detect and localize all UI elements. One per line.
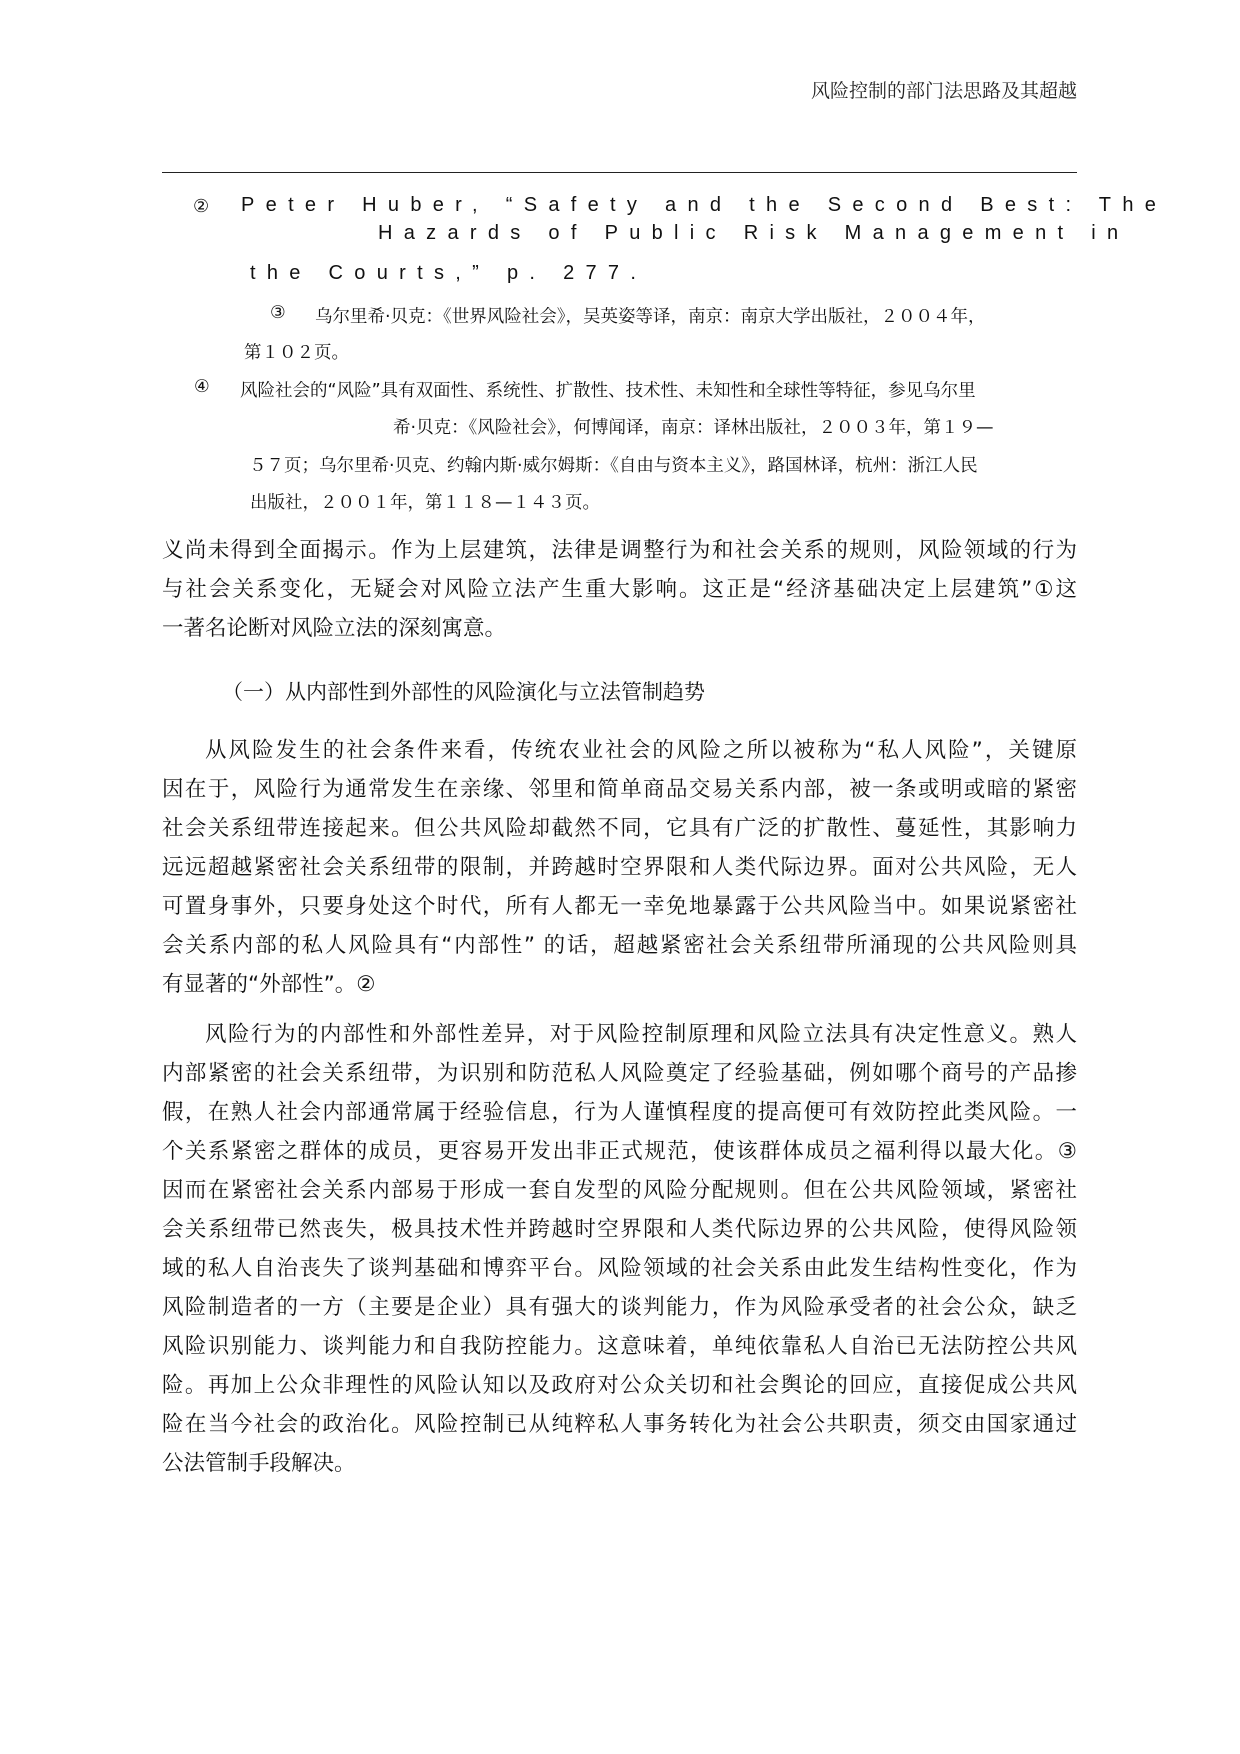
body-line: 与社会关系变化，无疑会对风险立法产生重大影响。这正是“经济基础决定上层建筑”①这 xyxy=(162,577,1077,602)
body-line: 险。再加上公众非理性的风险认知以及政府对公众关切和社会舆论的回应，直接促成公共风 xyxy=(162,1373,1077,1398)
body-line: 会关系纽带已然丧失，极具技术性并跨越时空界限和人类代际边界的公共风险，使得风险领 xyxy=(162,1217,1077,1242)
body-line: 因在于，风险行为通常发生在亲缘、邻里和简单商品交易关系内部，被一条或明或暗的紧密 xyxy=(162,777,1077,802)
body-line: 个关系紧密之群体的成员，更容易开发出非正式规范，使该群体成员之福利得以最大化。③ xyxy=(162,1139,1077,1164)
footnote-marker: ④ xyxy=(194,377,210,397)
body-line: 域的私人自治丧失了谈判基础和博弈平台。风险领域的社会关系由此发生结构性变化，作为 xyxy=(162,1256,1077,1281)
header-rule xyxy=(162,172,1077,173)
body-line: 内部紧密的社会关系纽带，为识别和防范私人风险奠定了经验基础，例如哪个商号的产品掺 xyxy=(162,1061,1077,1086)
footnote-line: the Courts,” p. 277. xyxy=(250,262,648,284)
footnote-line: 乌尔里希·贝克：《世界风险社会》，吴英姿等译，南京：南京大学出版社，２００４年， xyxy=(315,307,986,327)
footnote-line: 第１０２页。 xyxy=(244,343,349,363)
body-line: 有显著的“外部性”。② xyxy=(162,972,376,997)
running-header-title: 风险控制的部门法思路及其超越 xyxy=(810,80,1077,102)
footnote-marker: ③ xyxy=(270,303,286,323)
footnote-line: 希·贝克：《风险社会》，何博闻译，南京：译林出版社，２００３年，第１９— xyxy=(393,418,994,438)
body-line: 公法管制手段解决。 xyxy=(162,1451,356,1476)
body-line: 险在当今社会的政治化。风险控制已从纯粹私人事务转化为社会公共职责，须交由国家通过 xyxy=(162,1412,1077,1437)
body-line: 假，在熟人社会内部通常属于经验信息，行为人谨慎程度的提高便可有效防控此类风险。一 xyxy=(162,1100,1077,1125)
body-line: 因而在紧密社会关系内部易于形成一套自发型的风险分配规则。但在公共风险领域，紧密社 xyxy=(162,1178,1077,1203)
body-line: 社会关系纽带连接起来。但公共风险却截然不同，它具有广泛的扩散性、蔓延性，其影响力 xyxy=(162,816,1077,841)
body-line: 风险识别能力、谈判能力和自我防控能力。这意味着，单纯依靠私人自治已无法防控公共风 xyxy=(162,1334,1077,1359)
body-line: 从风险发生的社会条件来看，传统农业社会的风险之所以被称为“私人风险”，关键原 xyxy=(205,738,1077,763)
footnote-line: 出版社，２００１年，第１１８—１４３页。 xyxy=(250,493,600,513)
body-line: 风险行为的内部性和外部性差异，对于风险控制原理和风险立法具有决定性意义。熟人 xyxy=(205,1022,1077,1047)
body-line: 风险制造者的一方（主要是企业）具有强大的谈判能力，作为风险承受者的社会公众，缺乏 xyxy=(162,1295,1077,1320)
body-line: 一著名论断对风险立法的深刻寓意。 xyxy=(162,616,507,641)
footnote-marker: ② xyxy=(193,196,210,217)
footnote-line: Peter Huber, “Safety and the Second Best: The xyxy=(241,194,1168,216)
footnote-line: ５７页；乌尔里希·贝克、约翰内斯·威尔姆斯：《自由与资本主义》，路国林译，杭州：浙江人民 xyxy=(249,456,978,476)
body-line: 可置身事外，只要身处这个时代，所有人都无一幸免地暴露于公共风险当中。如果说紧密社 xyxy=(162,894,1077,919)
body-line: 远远超越紧密社会关系纽带的限制，并跨越时空界限和人类代际边界。面对公共风险，无人 xyxy=(162,855,1077,880)
body-line: 义尚未得到全面揭示。作为上层建筑，法律是调整行为和社会关系的规则，风险领域的行为 xyxy=(162,538,1077,563)
section-heading: （一）从内部性到外部性的风险演化与立法管制趋势 xyxy=(222,680,705,704)
body-line: 会关系内部的私人风险具有“内部性” 的话，超越紧密社会关系纽带所涌现的公共风险则具 xyxy=(162,933,1077,958)
footnote-line: Hazards of Public Risk Management in xyxy=(378,222,1130,244)
footnote-line: 风险社会的“风险”具有双面性、系统性、扩散性、技术性、未知性和全球性等特征，参见乌尔里 xyxy=(240,381,976,401)
